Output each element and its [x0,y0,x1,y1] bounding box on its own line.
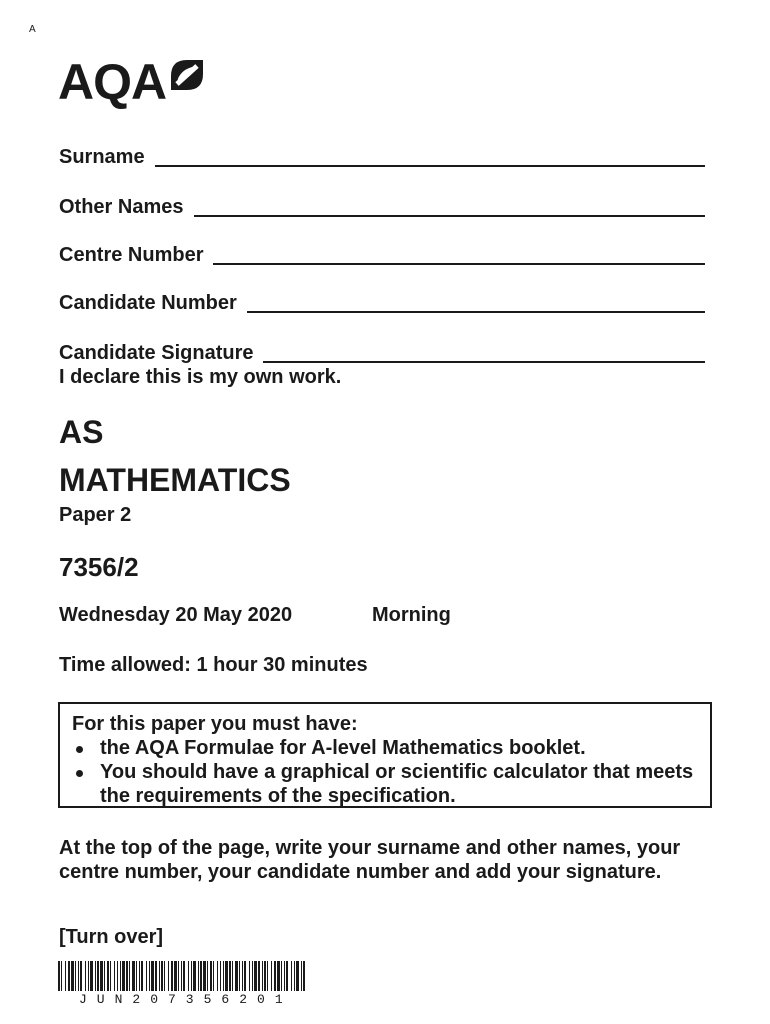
barcode-bar [210,961,212,991]
barcode-bar [75,961,76,991]
barcode-bar [78,961,79,991]
barcode-bar [200,961,202,991]
barcode-bar [181,961,182,991]
barcode-bar [217,961,218,991]
surname-field[interactable] [59,146,705,169]
barcode-bar [193,961,196,991]
barcode-number: JUN207356201 [79,992,293,1007]
centre-number-field[interactable] [59,244,705,267]
barcode-bar [291,961,292,991]
barcode-bar [252,961,253,991]
qualification-title: AS [59,414,104,450]
barcode-bar [213,961,214,991]
barcode-bar [107,961,109,991]
barcode-bar [249,961,250,991]
barcode-bar [174,961,177,991]
barcode-bar [65,961,66,991]
page-corner-mark: A [29,24,36,35]
barcode-bar [146,961,147,991]
barcode [58,961,306,991]
surname-line[interactable] [155,149,705,167]
barcode-bar [274,961,276,991]
barcode-bar [159,961,160,991]
barcode-bar [303,961,305,991]
candidate-signature-field[interactable] [59,342,705,365]
barcode-bar [188,961,189,991]
materials-box [58,702,712,808]
barcode-bar [171,961,173,991]
barcode-bar [296,961,299,991]
barcode-bar [244,961,246,991]
barcode-bar [284,961,285,991]
barcode-bar [223,961,224,991]
barcode-bar [117,961,118,991]
centre-number-line[interactable] [213,247,705,265]
barcode-bar [183,961,185,991]
barcode-bar [191,961,192,991]
barcode-bar [104,961,105,991]
barcode-bar [58,961,60,991]
barcode-bar [225,961,228,991]
barcode-bar [239,961,240,991]
exam-date: Wednesday 20 May 2020 [59,604,293,626]
barcode-bar [114,961,115,991]
barcode-bar [203,961,206,991]
barcode-bar [271,961,272,991]
barcode-bar [161,961,163,991]
barcode-bar [264,961,266,991]
barcode-bar [88,961,89,991]
barcode-bar [149,961,150,991]
materials-list [72,736,698,808]
barcode-bar [262,961,263,991]
barcode-bar [254,961,257,991]
other-names-line[interactable] [194,199,706,217]
declaration-text: I declare this is my own work. [59,366,342,388]
exam-session: Morning [372,604,451,626]
surname-label: Surname [59,146,145,168]
time-allowed: Time allowed: 1 hour 30 minutes [59,654,368,676]
barcode-bar [207,961,208,991]
candidate-signature-label: Candidate Signature [59,342,254,364]
logo-wordmark: AQA [58,54,167,110]
candidate-number-field[interactable] [59,292,705,315]
leaf-icon [169,56,205,92]
barcode-bar [120,961,121,991]
barcode-bar [242,961,243,991]
barcode-bar [95,961,96,991]
barcode-bar [132,961,135,991]
paper-code: 7356/2 [59,552,139,582]
barcode-bar [129,961,130,991]
barcode-bar [220,961,221,991]
barcode-bar [110,961,111,991]
barcode-bar [164,961,165,991]
centre-number-label: Centre Number [59,244,204,266]
instructions-text: At the top of the page, write your surname and other names, your centre number, your candidate number and add your signature. [59,837,681,883]
materials-heading: For this paper you must have: [72,713,358,735]
barcode-bar [229,961,231,991]
other-names-field[interactable] [59,196,705,219]
barcode-bar [80,961,82,991]
barcode-bar [100,961,103,991]
barcode-bar [68,961,70,991]
barcode-bar [141,961,143,991]
barcode-bar [90,961,93,991]
turn-over-label: [Turn over] [59,926,164,948]
barcode-bar [168,961,169,991]
barcode-bar [267,961,268,991]
barcode-bar [232,961,233,991]
barcode-bar [61,961,62,991]
barcode-bar [286,961,288,991]
barcode-bar [258,961,260,991]
barcode-bar [155,961,157,991]
materials-item: the AQA Formulae for A-level Mathematics booklet. [72,736,698,760]
barcode-bar [85,961,86,991]
candidate-number-line[interactable] [247,295,705,313]
barcode-bar [71,961,74,991]
barcode-bar [136,961,137,991]
other-names-label: Other Names [59,196,184,218]
barcode-bar [294,961,295,991]
materials-item: You should have a graphical or scientific calculator that meets the requirements of the specification. [72,760,698,808]
barcode-bar [281,961,282,991]
barcode-bar [178,961,179,991]
barcode-bar [301,961,302,991]
paper-number: Paper 2 [59,504,132,526]
barcode-bar [151,961,154,991]
candidate-number-label: Candidate Number [59,292,237,314]
barcode-bar [139,961,140,991]
barcode-bar [126,961,128,991]
barcode-bar [97,961,99,991]
barcode-bar [277,961,280,991]
candidate-signature-line[interactable] [263,345,705,363]
barcode-bar [235,961,238,991]
barcode-bar [122,961,125,991]
barcode-bar [198,961,199,991]
subject-title: MATHEMATICS [59,462,291,498]
aqa-logo [58,54,205,110]
